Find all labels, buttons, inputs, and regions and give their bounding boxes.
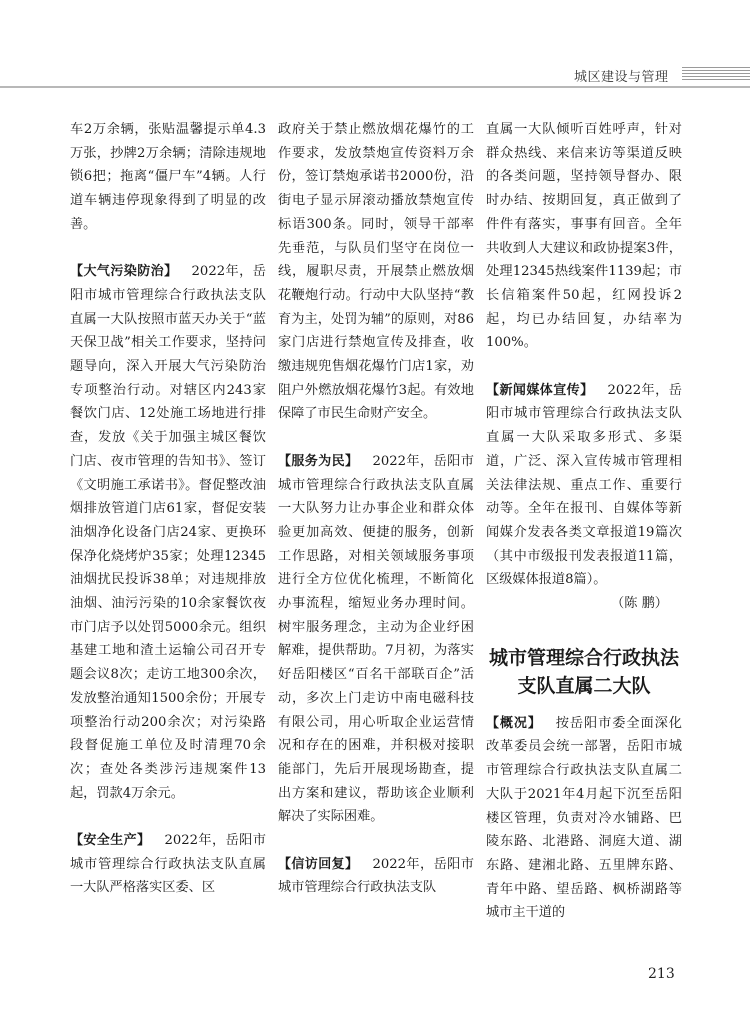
text-column-1	[70, 118, 266, 900]
header-divider	[0, 86, 750, 88]
page-number: 213	[648, 966, 675, 982]
section-heading: 【 信访回复 】	[278, 857, 372, 872]
section-body: 2022年，岳阳市城市管理综合行政执法支队直属一大队严格落实区委、区	[70, 833, 266, 896]
section-paragraph	[486, 712, 682, 925]
section-body: 2022年，岳阳市城市管理综合行政执法支队直属一大队采取多形式、多渠道，广泛、深入宣传城市管理相关法律法规、重点工作、重要行动等。全年在报刊、自媒体等新闻媒介发表各类文章报道19篇次（其中市级报刊发表报道11篇，区级媒体报道8篇）。	[486, 382, 682, 588]
article-title: 城市管理综合行政执法支队直属二大队	[488, 646, 679, 697]
section-body: 2022年，岳阳市城市管理综合行政执法支队	[278, 856, 474, 896]
section-title: 城区建设与管理	[574, 70, 669, 85]
section-paragraph	[486, 379, 682, 592]
section-heading: 【 安全生产 】	[70, 833, 164, 848]
section-paragraph	[278, 450, 474, 829]
section-heading: 【 概况 】	[486, 716, 556, 731]
author-credit: （陈 鹏）	[611, 596, 668, 612]
section-body: 2022年，岳阳市城市管理综合行政执法支队直属一大队努力让办事企业和群众体验更加高效、便捷的服务，创新工作思路，对相关领域服务事项进行全方位优化梳理，不断简化办事流程，缩短业务办理时间。树牢服务理念，主动为企业纾困解难，提供帮助。7月初，为落实好岳阳楼区“百名干部联百企”活动，多次上门走访中南电磁科技有限公司，用心听取企业运营情况和存在的困难，并积极对接职能部门，先后开展现场勘查，提出方案和建议，帮助该企业顺利解决了实际困难。	[278, 453, 474, 825]
section-heading: 【 新闻媒体宣传 】	[486, 383, 608, 398]
paragraph: 政府关于禁止燃放烟花爆竹的工作要求，发放禁炮宣传资料万余份，签订禁炮承诺书2000份，沿街电子显示屏滚动播放禁炮宣传标语300条。同时，领导干部率先垂范，与队员们坚守在岗位一线，履职尽责，开展禁止燃放烟花鞭炮行动。行动中大队坚持“教育为主，处罚为辅”的原则，对86家门店进行禁炮宣传及排查，收缴违规兜售烟花爆竹门店1家，劝阻户外燃放烟花爆竹3起。有效地保障了市民生命财产安全。	[278, 122, 474, 422]
section-paragraph	[70, 829, 266, 900]
section-heading: 【 大气污染防治 】	[70, 264, 192, 279]
section-body: 2022年，岳阳市城市管理综合行政执法支队直属一大队按照市蓝天办关于“蓝天保卫战”相关工作要求，坚持问题导向，深入开展大气污染防治专项整治行动。对辖区内243家餐饮门店、12处施工场地进行排查，发放《关于加强主城区餐饮门店、夜市管理的告知书》、签订《文明施工承诺书》。督促整改油烟排放管道门店61家，督促安装油烟净化设备门店24家、更换环保净化烧烤炉35家；处理12345油烟扰民投诉38单；对违规排放油烟、油污污染的10余家餐饮夜市门店予以处罚5000余元。组织基建工地和渣土运输公司召开专题会议8次；走访工地300余次，发放整治通知1500余份；开展专项整治行动200余次；对污染路段督促施工单位及时清理70余次；查处各类涉污违规案件13起，罚款4万余元。	[70, 264, 266, 801]
section-body: 按岳阳市委全面深化改革委员会统一部署，岳阳市城市管理综合行政执法支队直属二大队于2021年4月起下沉至岳阳楼区管理，负责对冷水铺路、巴陵东路、北港路、洞庭大道、湖东路、建湘北路、五里牌东路、青年中路、望岳路、枫桥湖路等城市主干道的	[486, 715, 682, 921]
text-column-2	[278, 118, 474, 900]
section-heading: 【 服务为民 】	[278, 454, 372, 469]
text-column-3	[486, 118, 682, 925]
paragraph: 车2万余辆，张贴温馨提示单4.3万张，抄牌2万余辆；清除违规地锁6把；拖离“僵尸车”4辆。人行道车辆违停现象得到了明显的改善。	[70, 122, 266, 232]
paragraph: 直属一大队倾听百姓呼声，针对群众热线、来信来访等渠道反映的各类问题，坚持领导督办、限时办结、按期回复，真正做到了件件有落实，事事有回音。全年共收到人大建议和政协提案3件，处理12345热线案件1139起；市长信箱案件50起，红网投诉2起，均已办结回复，办结率为100%。	[486, 122, 682, 351]
section-paragraph	[278, 853, 474, 900]
section-paragraph	[70, 260, 266, 805]
header-stripes-decoration	[682, 67, 750, 80]
